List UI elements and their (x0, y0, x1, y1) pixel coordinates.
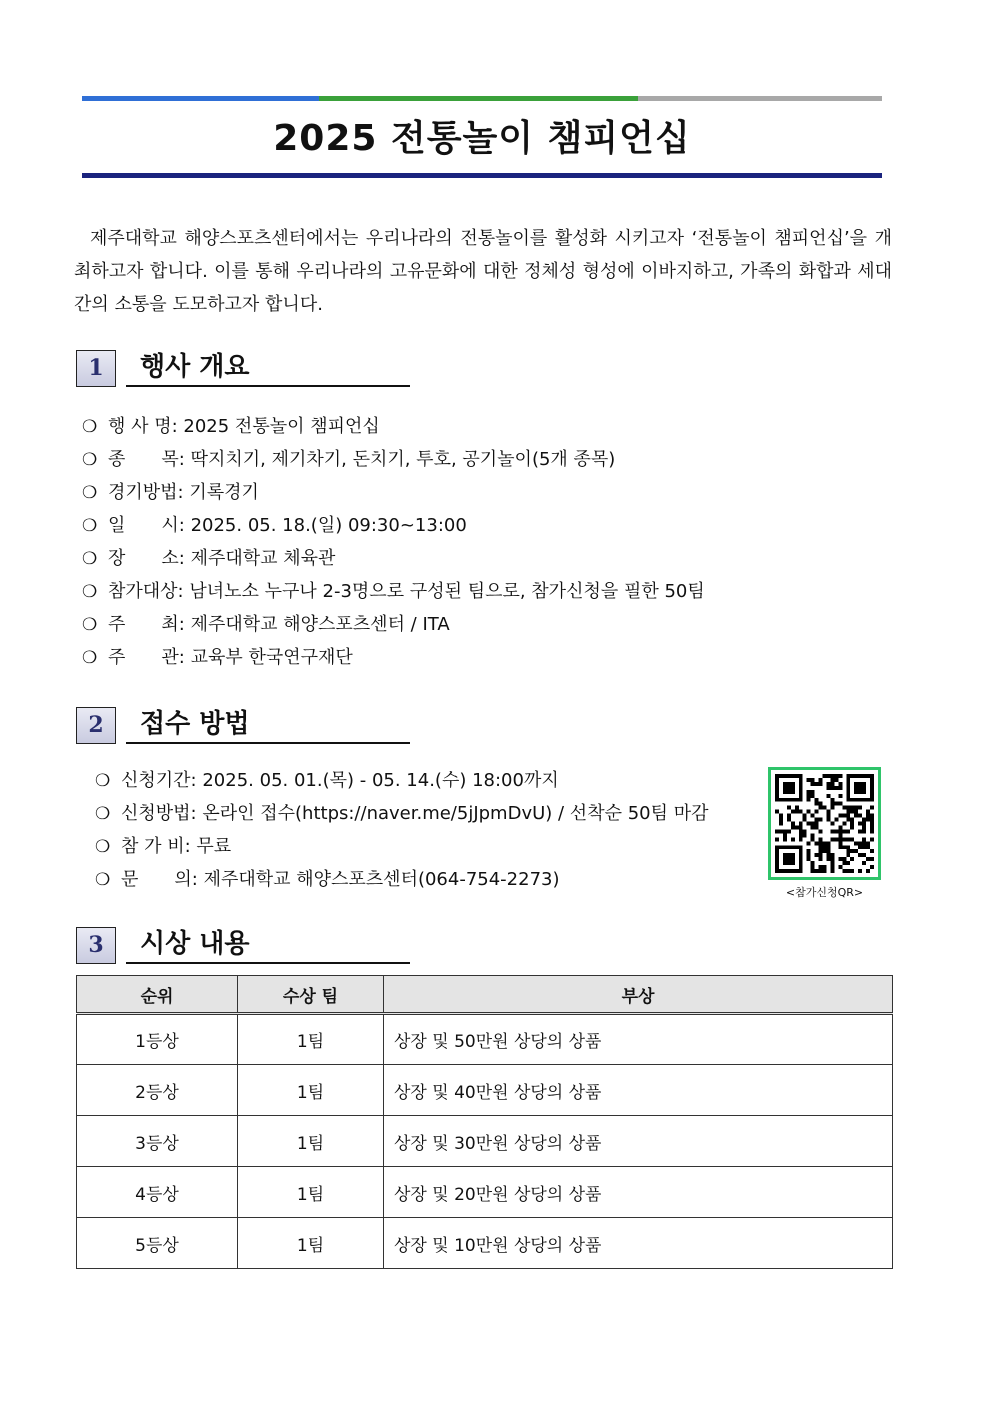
cell-rank: 5등상 (77, 1218, 238, 1269)
document-title: 2025 전통놀이 챔피언십 (273, 118, 691, 159)
cell-team: 1팀 (238, 1014, 384, 1065)
circle-bullet-icon: ❍ (82, 450, 98, 470)
header-prize: 부상 (384, 976, 893, 1014)
cell-team: 1팀 (238, 1065, 384, 1116)
circle-bullet-icon: ❍ (95, 804, 111, 824)
section-title: 접수 방법 (140, 709, 250, 739)
circle-bullet-icon: ❍ (82, 417, 98, 437)
list-item (82, 575, 705, 608)
item-value: 제주대학교 해양스포츠센터(064-754-2273) (203, 869, 560, 890)
cell-prize: 상장 및 40만원 상당의 상품 (384, 1065, 893, 1116)
table-row (77, 1065, 893, 1116)
section-underline (126, 742, 410, 744)
item-key: 행 사 명: (108, 416, 178, 437)
list-item (95, 863, 709, 896)
list-item (95, 797, 709, 830)
list-item (95, 764, 709, 797)
table-row (77, 1116, 893, 1167)
circle-bullet-icon: ❍ (82, 582, 98, 602)
list-item (82, 476, 705, 509)
title-underline (82, 173, 882, 178)
item-key: 주 최: (108, 614, 185, 635)
item-value: 온라인 접수(https://naver.me/5jJpmDvU) / 선착순 50팀 마감 (202, 803, 709, 824)
circle-bullet-icon: ❍ (95, 837, 111, 857)
list-item (82, 641, 705, 674)
section-underline (126, 962, 410, 964)
circle-bullet-icon: ❍ (82, 516, 98, 536)
item-value: 2025. 05. 18.(일) 09:30~13:00 (190, 515, 467, 536)
circle-bullet-icon: ❍ (82, 615, 98, 635)
circle-bullet-icon: ❍ (82, 648, 98, 668)
qr-code-icon (775, 774, 874, 873)
section-number-badge: 2 (76, 707, 116, 744)
item-key: 참가대상: (108, 581, 184, 602)
header-team: 수상 팀 (238, 976, 384, 1014)
top-bar-gray (638, 96, 882, 101)
item-value: 제주대학교 해양스포츠센터 / ITA (190, 614, 450, 635)
awards-table (76, 975, 893, 1269)
item-key: 장 소: (108, 548, 185, 569)
top-bar-green (319, 96, 638, 101)
section-title: 시상 내용 (140, 929, 250, 959)
section-2-list (95, 764, 709, 896)
item-value: 교육부 한국연구재단 (190, 647, 353, 668)
section-3-heading (76, 927, 410, 965)
section-number-badge: 3 (76, 927, 116, 964)
top-color-bar (82, 96, 882, 101)
section-number-badge: 1 (76, 350, 116, 387)
top-bar-blue (82, 96, 319, 101)
table-header-row (77, 976, 893, 1014)
item-key: 종 목: (108, 449, 185, 470)
cell-rank: 3등상 (77, 1116, 238, 1167)
section-1-heading (76, 350, 410, 388)
cell-prize: 상장 및 20만원 상당의 상품 (384, 1167, 893, 1218)
cell-rank: 1등상 (77, 1014, 238, 1065)
cell-team: 1팀 (238, 1218, 384, 1269)
cell-rank: 2등상 (77, 1065, 238, 1116)
item-value: 남녀노소 누구나 2-3명으로 구성된 팀으로, 참가신청을 필한 50팀 (189, 581, 705, 602)
item-key: 참 가 비: (121, 836, 191, 857)
table-row (77, 1014, 893, 1065)
section-1-list (82, 410, 705, 674)
list-item (82, 509, 705, 542)
section-2-heading (76, 707, 410, 745)
item-value: 기록경기 (189, 482, 259, 503)
cell-prize: 상장 및 50만원 상당의 상품 (384, 1014, 893, 1065)
item-key: 문 의: (121, 869, 198, 890)
item-key: 신청방법: (121, 803, 197, 824)
qr-caption: <참가신청QR> (785, 886, 864, 899)
item-key: 주 관: (108, 647, 185, 668)
circle-bullet-icon: ❍ (95, 771, 111, 791)
item-value: 무료 (196, 836, 232, 857)
section-underline (126, 385, 410, 387)
cell-team: 1팀 (238, 1116, 384, 1167)
item-value: 딱지치기, 제기차기, 돈치기, 투호, 공기놀이(5개 종목) (190, 449, 616, 470)
item-value: 2025. 05. 01.(목) - 05. 14.(수) 18:00까지 (202, 770, 559, 791)
item-key: 경기방법: (108, 482, 184, 503)
cell-rank: 4등상 (77, 1167, 238, 1218)
list-item (82, 608, 705, 641)
circle-bullet-icon: ❍ (82, 483, 98, 503)
intro-paragraph: 제주대학교 해양스포츠센터에서는 우리나라의 전통놀이를 활성화 시키고자 ‘전통놀이 챔피언십’을 개최하고자 합니다. 이를 통해 우리나라의 고유문화에 대한 정체성 형성에 이바지하고, 가족의 화합과 세대 간의 소통을 도모하고자 합니다. (74, 228, 892, 315)
qr-code[interactable] (768, 767, 881, 880)
header-rank: 순위 (77, 976, 238, 1014)
list-item (95, 830, 709, 863)
table-row (77, 1218, 893, 1269)
list-item (82, 542, 705, 575)
item-value: 제주대학교 체육관 (190, 548, 336, 569)
item-key: 일 시: (108, 515, 185, 536)
cell-prize: 상장 및 10만원 상당의 상품 (384, 1218, 893, 1269)
list-item (82, 410, 705, 443)
cell-team: 1팀 (238, 1167, 384, 1218)
cell-prize: 상장 및 30만원 상당의 상품 (384, 1116, 893, 1167)
item-value: 2025 전통놀이 챔피언십 (183, 416, 380, 437)
list-item (82, 443, 705, 476)
circle-bullet-icon: ❍ (95, 870, 111, 890)
section-title: 행사 개요 (140, 352, 250, 382)
table-row (77, 1167, 893, 1218)
circle-bullet-icon: ❍ (82, 549, 98, 569)
item-key: 신청기간: (121, 770, 197, 791)
